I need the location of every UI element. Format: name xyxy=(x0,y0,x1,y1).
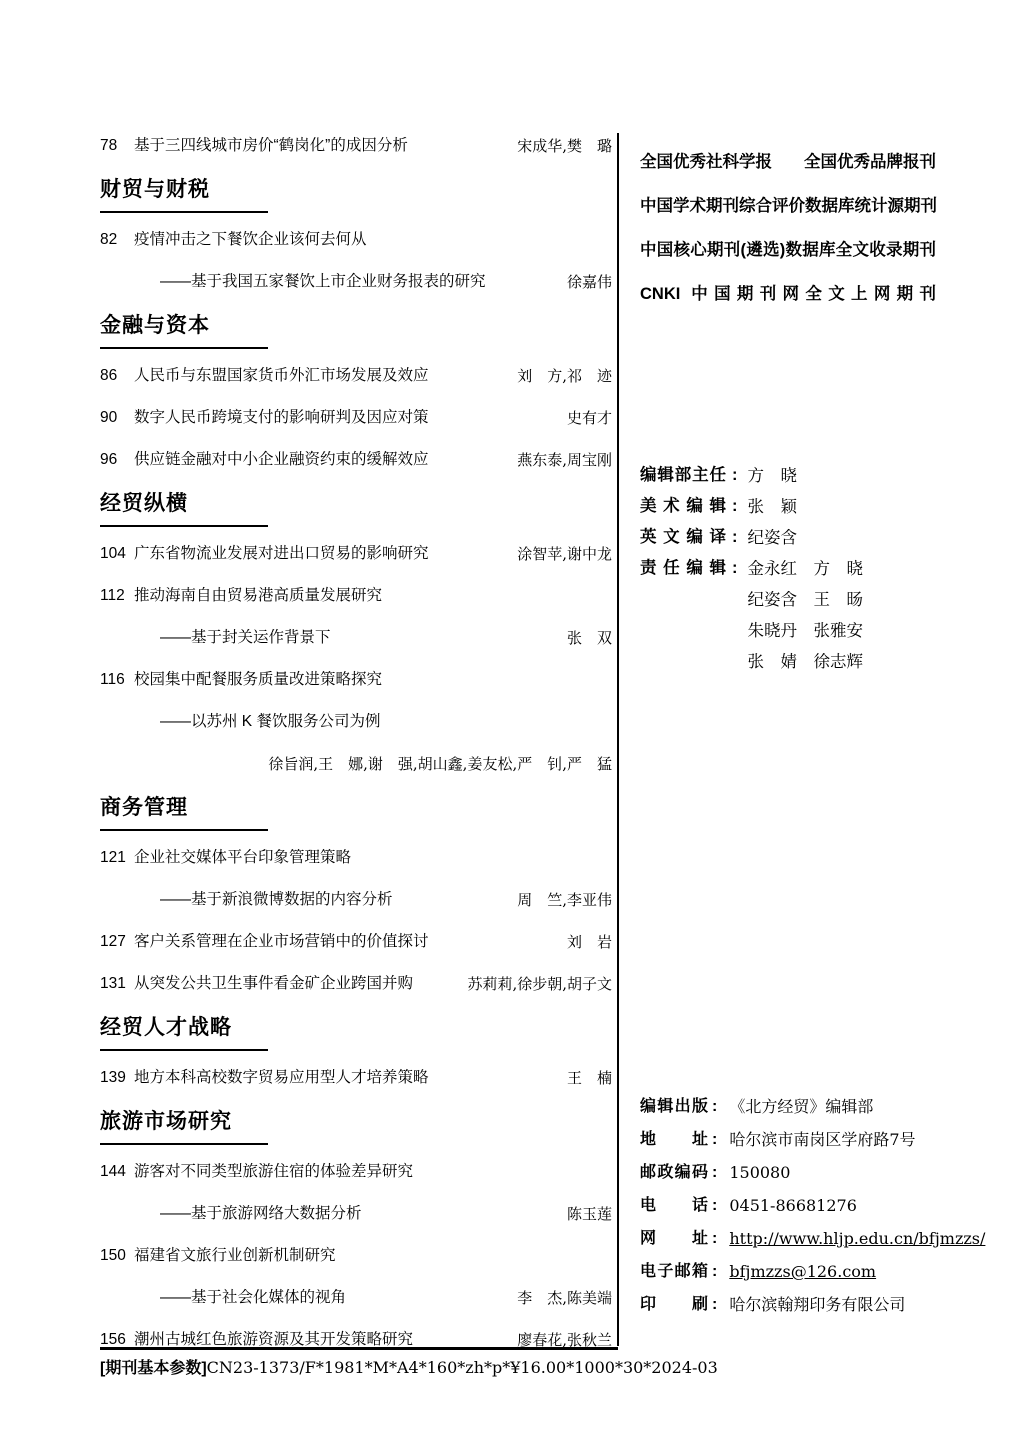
article-authors: 宋成华,樊 璐 xyxy=(517,137,612,155)
editor-role-label: 编辑部主任 xyxy=(640,466,726,484)
article-authors: 张 双 xyxy=(566,629,612,647)
article-title: ——基于新浪微博数据的内容分析 xyxy=(160,891,393,908)
toc-entry xyxy=(100,931,612,953)
editor-row xyxy=(640,615,936,646)
contact-label: 网址 xyxy=(640,1230,708,1247)
article-authors: 刘 岩 xyxy=(566,933,612,951)
article-title: 推动海南自由贸易港高质量发展研究 xyxy=(134,587,383,604)
promo-line: CNKI 中国期刊网全文上网期刊 xyxy=(640,285,936,303)
contact-value: 《北方经贸》编辑部 xyxy=(729,1097,874,1116)
article-authors: 涂智苹,谢中龙 xyxy=(517,545,612,563)
contact-colon: : xyxy=(712,1296,718,1313)
toc-entry xyxy=(100,847,612,869)
toc-entry xyxy=(100,271,612,293)
editor-name: 张 颖 xyxy=(747,497,797,516)
editor-role-label xyxy=(640,615,726,646)
contact-row xyxy=(640,1255,936,1288)
article-authors: 廖春花,张秋兰 xyxy=(517,1331,612,1349)
promo-line: 中国学术期刊综合评价数据库统计源期刊 xyxy=(640,197,937,215)
journal-parameters-text xyxy=(100,1355,718,1378)
editor-colon: : xyxy=(732,497,738,515)
page-number: 90 xyxy=(100,409,118,426)
toc-entry xyxy=(100,543,612,565)
contact-row xyxy=(640,1156,936,1189)
editor-row xyxy=(640,553,936,584)
toc-entry xyxy=(100,753,612,775)
toc-entry xyxy=(100,1203,612,1225)
contact-value: 0451-86681276 xyxy=(729,1196,857,1215)
contact-label: 编辑出版 xyxy=(640,1098,708,1115)
toc-entry xyxy=(100,1161,612,1183)
contact-link[interactable]: http://www.hljp.edu.cn/bfjmzzs/ xyxy=(729,1229,986,1248)
section-title: 经贸人才战略 xyxy=(100,1016,232,1039)
contact-value: 哈尔滨翰翔印务有限公司 xyxy=(729,1295,906,1314)
editor-role-label: 责任编辑 xyxy=(640,559,726,577)
contact-colon: : xyxy=(712,1098,718,1115)
editor-role-label: 英文编译 xyxy=(640,528,726,546)
editor-name: 金永红 方 晓 xyxy=(747,559,863,578)
page-number: 121 xyxy=(100,849,126,866)
toc-entry xyxy=(100,407,612,429)
page-number: 139 xyxy=(100,1069,126,1086)
section-title: 旅游市场研究 xyxy=(100,1110,232,1133)
editor-colon: : xyxy=(732,559,738,577)
article-authors: 李 杰,陈美端 xyxy=(517,1289,612,1307)
article-title: 供应链金融对中小企业融资约束的缓解效应 xyxy=(134,451,429,468)
editor-name: 方 晓 xyxy=(747,466,797,485)
contact-row xyxy=(640,1123,936,1156)
journal-parameters-label: [期刊基本参数] xyxy=(100,1360,207,1377)
contact-link[interactable]: bfjmzzs@126.com xyxy=(729,1262,877,1281)
contact-row xyxy=(640,1222,986,1255)
page-number: 150 xyxy=(100,1247,126,1264)
article-title: ——基于社会化媒体的视角 xyxy=(160,1289,347,1306)
article-title: 地方本科高校数字贸易应用型人才培养策略 xyxy=(134,1069,429,1086)
article-title: ——以苏州 K 餐饮服务公司为例 xyxy=(160,713,381,730)
journal-parameters-value: CN23-1373/F*1981*M*A4*160*zh*p*¥16.00*1000*30*2024-03 xyxy=(206,1358,718,1377)
editor-colon: : xyxy=(732,466,738,484)
page-number: 86 xyxy=(100,367,118,384)
article-title: 游客对不同类型旅游住宿的体验差异研究 xyxy=(134,1163,414,1180)
editor-role-label: 美术编辑 xyxy=(640,497,726,515)
right-column xyxy=(640,140,986,1321)
toc-entry xyxy=(100,449,612,471)
editor-name: 纪姿含 xyxy=(747,528,797,547)
section-title: 财贸与财税 xyxy=(100,178,210,201)
section-underline xyxy=(100,1049,268,1051)
section-underline xyxy=(100,1143,268,1145)
contact-colon: : xyxy=(712,1230,718,1247)
article-title: 客户关系管理在企业市场营销中的价值探讨 xyxy=(134,933,429,950)
article-title: 潮州古城红色旅游资源及其开发策略研究 xyxy=(134,1331,414,1348)
contact-label: 电话 xyxy=(640,1197,708,1214)
toc-entry xyxy=(100,585,612,607)
article-title: 从突发公共卫生事件看金矿企业跨国并购 xyxy=(134,975,414,992)
promo-block xyxy=(640,140,936,316)
contact-colon: : xyxy=(712,1263,718,1280)
editor-name: 朱晓丹 张雅安 xyxy=(747,621,863,640)
editor-role-label xyxy=(640,584,726,615)
page-number: 144 xyxy=(100,1163,126,1180)
contact-value: 150080 xyxy=(729,1163,791,1182)
editor-row xyxy=(640,646,936,677)
section-title: 经贸纵横 xyxy=(100,492,188,515)
contact-row xyxy=(640,1090,936,1123)
contact-label: 电子邮箱 xyxy=(640,1263,708,1280)
section-underline xyxy=(100,347,268,349)
page-number: 112 xyxy=(100,587,125,604)
article-authors: 徐旨润,王 娜,谢 强,胡山鑫,姜友松,严 钊,严 猛 xyxy=(268,755,612,773)
article-authors: 陈玉莲 xyxy=(566,1205,612,1223)
toc-entry xyxy=(100,229,612,251)
promo-line-part: 全国优秀品牌报刊 xyxy=(804,153,936,171)
contact-block xyxy=(640,1090,986,1321)
contact-value: 哈尔滨市南岗区学府路7号 xyxy=(729,1130,916,1149)
editors-block xyxy=(640,460,936,677)
toc-entry xyxy=(100,711,612,733)
article-title: 企业社交媒体平台印象管理策略 xyxy=(134,849,352,866)
contact-row xyxy=(640,1288,936,1321)
article-title: ——基于旅游网络大数据分析 xyxy=(160,1205,362,1222)
article-title: 广东省物流业发展对进出口贸易的影响研究 xyxy=(134,545,429,562)
article-authors: 王 楠 xyxy=(566,1069,612,1087)
toc-entry xyxy=(100,135,612,157)
editor-row xyxy=(640,522,936,553)
article-title: 人民币与东盟国家货币外汇市场发展及效应 xyxy=(134,367,429,384)
page-number: 116 xyxy=(100,671,125,688)
article-title: 校园集中配餐服务质量改进策略探究 xyxy=(134,671,383,688)
article-authors: 苏莉莉,徐步朝,胡子文 xyxy=(467,975,612,993)
article-title: ——基于封关运作背景下 xyxy=(160,629,331,646)
contact-colon: : xyxy=(712,1197,718,1214)
article-authors: 燕东泰,周宝刚 xyxy=(517,451,612,469)
article-authors: 史有才 xyxy=(566,409,612,427)
promo-line: 中国核心期刊(遴选)数据库全文收录期刊 xyxy=(640,241,936,259)
promo-line xyxy=(640,140,936,184)
editor-row xyxy=(640,491,936,522)
contact-row xyxy=(640,1189,936,1222)
toc-entry xyxy=(100,365,612,387)
toc-entry xyxy=(100,973,612,995)
toc-entry xyxy=(100,1287,612,1309)
section-underline xyxy=(100,211,268,213)
toc-entry xyxy=(100,889,612,911)
page-number: 127 xyxy=(100,933,126,950)
page-number: 96 xyxy=(100,451,118,468)
toc-entry xyxy=(100,1245,612,1267)
contact-label: 印刷 xyxy=(640,1296,708,1313)
section-underline xyxy=(100,829,268,831)
editor-name: 张 婧 徐志辉 xyxy=(747,652,863,671)
page-number: 82 xyxy=(100,231,118,248)
page-number: 104 xyxy=(100,545,126,562)
column-divider-line xyxy=(617,133,619,1346)
article-title: ——基于我国五家餐饮上市企业财务报表的研究 xyxy=(160,273,486,290)
article-authors: 周 竺,李亚伟 xyxy=(517,891,612,909)
editor-colon: : xyxy=(732,528,738,546)
contact-colon: : xyxy=(712,1164,718,1181)
contact-label: 邮政编码 xyxy=(640,1164,708,1181)
contact-label: 地址 xyxy=(640,1131,708,1148)
article-title: 数字人民币跨境支付的影响研判及因应对策 xyxy=(134,409,429,426)
toc-entry xyxy=(100,669,612,691)
editor-row xyxy=(640,460,936,491)
editor-role-label xyxy=(640,646,726,677)
section-title: 商务管理 xyxy=(100,796,188,819)
page-number: 131 xyxy=(100,975,126,992)
article-authors: 刘 方,祁 迹 xyxy=(517,367,612,385)
toc-entry xyxy=(100,1067,612,1089)
section-underline xyxy=(100,525,268,527)
article-title: 疫情冲击之下餐饮企业该何去何从 xyxy=(134,231,367,248)
section-title: 金融与资本 xyxy=(100,314,210,337)
toc-entry xyxy=(100,627,612,649)
contact-colon: : xyxy=(712,1131,718,1148)
article-authors: 徐嘉伟 xyxy=(566,273,612,291)
footer-rule xyxy=(100,1347,618,1350)
editor-name: 纪姿含 王 旸 xyxy=(747,590,863,609)
promo-line-part: 全国优秀社科学报 xyxy=(640,153,772,171)
article-title: 福建省文旅行业创新机制研究 xyxy=(134,1247,336,1264)
page-number: 78 xyxy=(100,137,118,154)
page-number: 156 xyxy=(100,1331,126,1348)
article-title: 基于三四线城市房价“鹤岗化”的成因分析 xyxy=(134,137,408,154)
editor-row xyxy=(640,584,936,615)
toc-left-column xyxy=(100,135,612,1371)
